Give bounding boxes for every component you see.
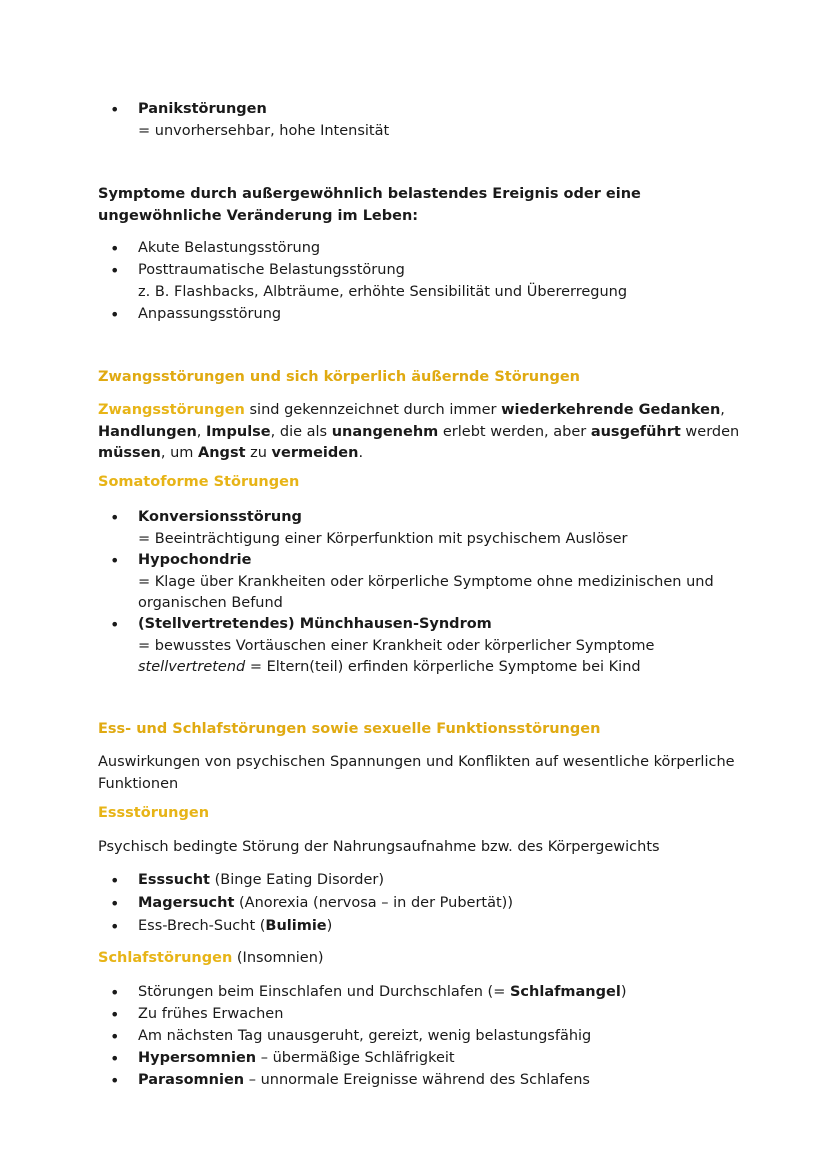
bullet-icon: • [110,894,120,913]
bullet-icon: • [110,305,120,324]
bullet-icon: • [110,917,120,936]
bullet-icon: • [110,261,120,280]
bullet-icon: • [110,1005,120,1024]
intro-paragraph: Zwangsstörungen sind gekennzeichnet durch immer wiederkehrende Gedanken, Handlungen, Impulse, die als unangenehm erlebt werden, aber ausgeführt werden müssen, um Angst zu vermeiden. [98,402,740,461]
bullet-icon: • [110,1027,120,1046]
subsection-heading: Essstörungen [98,805,210,821]
section-heading: Zwangsstörungen und sich körperlich äußernde Störungen [98,369,580,385]
bullet-icon: • [110,100,120,119]
bullet-icon: • [110,551,120,570]
stress-heading: Symptome durch außergewöhnlich belastendes Ereignis oder eine ungewöhnliche Veränderung im Leben: [98,186,641,224]
subsection-heading-sleep: Schlafstörungen (Insomnien) [98,950,324,966]
bullet-icon: • [110,1049,120,1068]
bullet-icon: • [110,615,120,634]
bullet-icon: • [110,1071,120,1090]
item-description: = unvorhersehbar, hohe Intensität [138,122,390,139]
bullet-icon: • [110,508,120,527]
bullet-icon: • [110,871,120,890]
eating-description: Psychisch bedingte Störung der Nahrungsaufnahme bzw. des Körpergewichts [98,839,660,855]
subsection-heading: Somatoforme Störungen [98,474,300,490]
section-heading: Ess- und Schlafstörungen sowie sexuelle Funktionsstörungen [98,721,601,737]
document-page: • Panikstörungen = unvorhersehbar, hohe Intensität Symptome durch außergewöhnlich belastendes Ereignis oder eine ungewöhnliche Veränderung im Leben: • Akute Belastungsstörung • Posttraumatische Belastungsstörung z. B. Flashbacks, Albträume, erhöhte Sensibilität und Übererregung • Anpassungsstörung Zwangsstörungen und sich körperlich äußernde Störungen Zwangsstörungen sind gekennzeichnet durch immer wiederkehrende Gedanken, Handlungen, Impulse, die als unangenehm erlebt werden, aber ausgeführt werden müssen, um Angst zu vermeiden. Somatoforme Störungen • Konversionsstörung = Beeinträchtigung einer Körperfunktion mit psychischem Auslöser • Hypochondrie = Klage über Krankheiten oder körperliche Symptome ohne medizinischen und organischen Befund • (Stellvertretendes) Münchhausen-Syndrom = bewusstes Vortäuschen einer Krankheit oder körperlicher Symptome stellvertretend = Eltern(teil) erfinden körperliche Symptome bei Kind Ess- und Schlafstörungen sowie sexuelle Funktionsstörungen Auswirkungen von psychischen Spannungen und Konflikten auf wesentliche körperliche Funktionen Essstörungen Psychisch bedingte Störung der Nahrungsaufnahme bzw. des Körpergewichts • Esssucht (Binge Eating Disorder) • Magersucht (Anorexia (nervosa – in der Pubertät)) • Ess-Brech-Sucht (Bulimie) Schlafstörungen (Insomnien) • Störungen beim Einschlafen und Durchschlafen (= Schlafmangel) • Zu frühes Erwachen • Am nächsten Tag unausgeruht, gereizt, wenig belastungsfähig • Hypersomnien – übermäßige Schläfrigkeit • Parasomnien – unnormale Ereignisse während des Schlafens [98,100,740,1090]
bullet-icon: • [110,239,120,258]
intro-paragraph: Auswirkungen von psychischen Spannungen und Konflikten auf wesentliche körperliche Funktionen [98,754,735,792]
item-title: Panikstörungen [138,101,267,117]
bullet-icon: • [110,983,120,1002]
